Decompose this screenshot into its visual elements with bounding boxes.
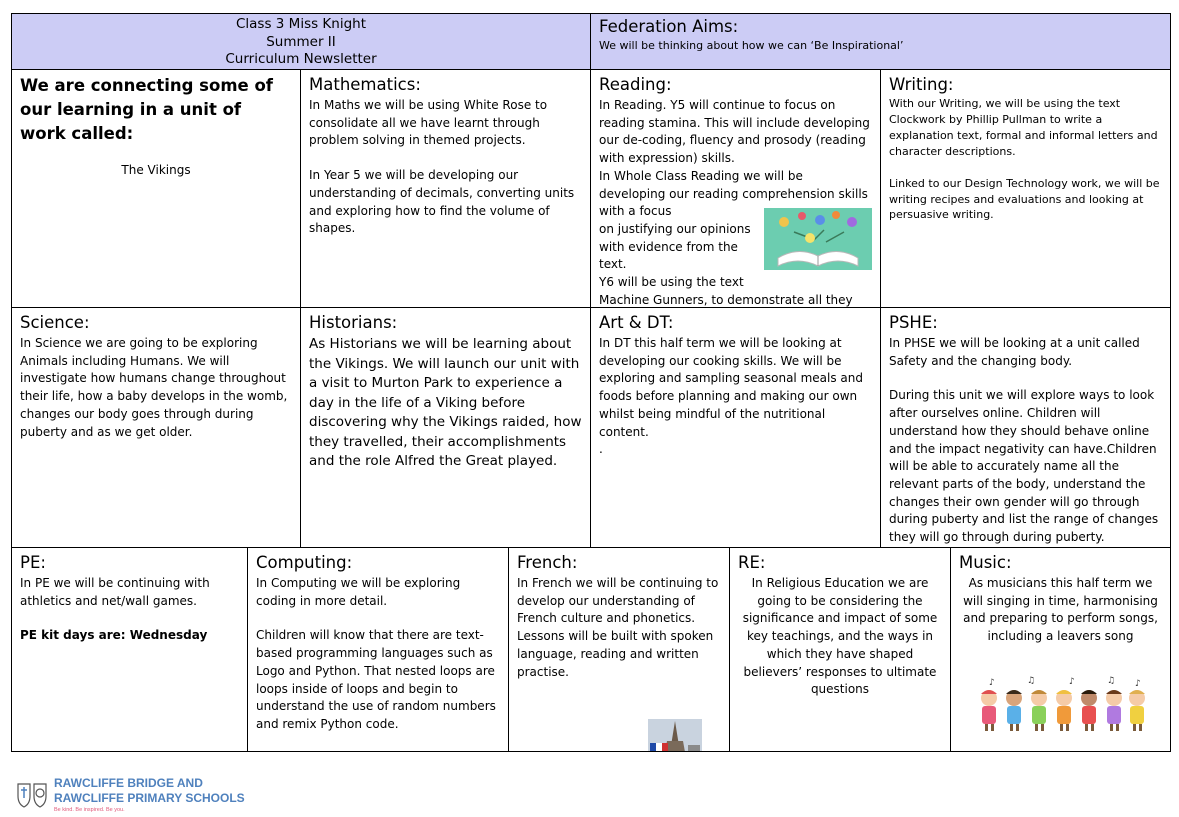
art-dt-title: Art & DT: xyxy=(599,313,674,332)
reading-p3b: Machine Gunners, to demonstrate all they xyxy=(599,292,853,307)
svg-text:♪: ♪ xyxy=(1069,677,1075,687)
svg-text:♪: ♪ xyxy=(1135,679,1141,689)
maths-p1: In Maths we will be using White Rose to consolidate all we have learnt through problem solving in themed projects. xyxy=(309,98,548,148)
historians-p1: As Historians we will be learning about the Vikings. We will launch our unit with a visit to Murton Park to experience a day in the life of a Viking before discovering why the Vikings raided, how they travelled, their accomplishments and the role Alfred the Great played. xyxy=(309,336,582,469)
reading-cell xyxy=(590,69,881,308)
school-name-line1: RAWCLIFFE BRIDGE AND xyxy=(54,776,203,790)
federation-aims-title: Federation Aims: xyxy=(599,17,739,36)
science-title: Science: xyxy=(20,313,90,332)
computing-title: Computing: xyxy=(256,553,353,572)
maths-p2: In Year 5 we will be developing our understanding of decimals, converting units and exploring how to find the volume of shapes. xyxy=(309,168,575,236)
writing-p1: With our Writing, we will be using the text Clockwork by Phillip Pullman to write a explanation text, formal and informal letters and character descriptions. xyxy=(889,97,1158,158)
science-cell xyxy=(11,307,301,548)
federation-aims-cell xyxy=(590,13,1171,70)
art-dt-p1: In DT this half term we will be looking at developing our cooking skills. We will be exploring and sampling seasonal meals and foods before planning and making our own whilst being mindful of the nutritional content. xyxy=(599,336,863,439)
pshe-title: PSHE: xyxy=(889,313,938,332)
historians-title: Historians: xyxy=(309,313,398,332)
french-p1: In French we will be continuing to develop our understanding of French culture and phonetics. Lessons will be built with spoken language, reading and written practise. xyxy=(517,576,719,679)
writing-p2: Linked to our Design Technology work, we will be writing recipes and evaluations and looking at persuasive writing. xyxy=(889,176,1160,222)
art-dt-cell xyxy=(590,307,881,548)
writing-title: Writing: xyxy=(889,75,954,94)
reading-p2b: on justifying our opinions xyxy=(599,221,751,236)
pe-kit-days: PE kit days are: Wednesday xyxy=(20,628,208,643)
unit-cell xyxy=(11,69,301,308)
school-name-line2: RAWCLIFFE PRIMARY SCHOOLS xyxy=(54,791,245,805)
unit-heading: We are connecting some of our learning in a unit of work called: xyxy=(20,76,273,143)
french-title: French: xyxy=(517,553,578,572)
reading-p3a: Y6 will be using the text xyxy=(599,275,744,290)
music-p1: As musicians this half term we will singing in time, harmonising and preparing to perform songs, including a leavers song xyxy=(963,576,1158,644)
historians-cell xyxy=(300,307,591,548)
unit-name: The Vikings xyxy=(121,163,191,177)
french-cell xyxy=(508,547,730,752)
re-p1: In Religious Education we are going to be considering the significance and impact of some key teachings, and the ways in which they have shaped believers’ responses to ultimate questions xyxy=(742,576,938,697)
school-crest-icon xyxy=(16,780,50,810)
svg-text:♫: ♫ xyxy=(1107,676,1116,686)
computing-cell xyxy=(247,547,509,752)
pe-title: PE: xyxy=(20,553,46,572)
pshe-p1: In PHSE we will be looking at a unit called Safety and the changing body. xyxy=(889,336,1140,368)
reading-p2d: text. xyxy=(599,257,627,272)
reading-p2c: with evidence from the xyxy=(599,239,738,254)
singing-children-icon xyxy=(977,676,1147,732)
term-line: Summer II xyxy=(266,33,336,50)
music-title: Music: xyxy=(959,553,1012,572)
newsletter-line: Curriculum Newsletter xyxy=(225,51,377,67)
svg-text:♪: ♪ xyxy=(989,678,995,688)
pshe-p2: During this unit we will explore ways to look after ourselves online. Children will understand how they should behave online and the impact negativity can have.Children will be able to accurately name all the relevant parts of the body, understand the changes their own gender will go through during puberty and list the range of changes they will go through during puberty. xyxy=(889,388,1159,545)
reading-p2: In Whole Class Reading we will be developing our reading comprehension skills with a focus xyxy=(599,168,868,219)
school-logo xyxy=(16,776,266,816)
pe-p1: In PE we will be continuing with athletics and net/wall games. xyxy=(20,576,210,608)
computing-p2: Children will know that there are text-based programming languages such as Logo and Python. That nested loops are loops inside of loops and begin to understand the use of random numbers and remix Python code. xyxy=(256,628,496,731)
maths-cell xyxy=(300,69,591,308)
re-title: RE: xyxy=(738,553,766,572)
class-line: Class 3 Miss Knight xyxy=(235,16,367,32)
re-cell xyxy=(729,547,951,752)
reading-p1: In Reading. Y5 will continue to focus on reading stamina. This will include developing our de-coding, fluency and prosody (reading with expression) skills. xyxy=(599,98,870,166)
music-cell xyxy=(950,547,1171,752)
art-dt-p2: . xyxy=(599,442,603,457)
pshe-cell xyxy=(880,307,1171,548)
svg-text:♫: ♫ xyxy=(1027,676,1036,686)
pe-cell xyxy=(11,547,248,752)
school-tagline: Be kind. Be inspired. Be you. xyxy=(54,807,125,813)
federation-aims-text: We will be thinking about how we can ‘Be Inspirational’ xyxy=(599,39,904,52)
eiffel-tower-icon xyxy=(648,719,702,752)
maths-title: Mathematics: xyxy=(309,75,421,94)
title-cell xyxy=(11,13,591,70)
reading-title: Reading: xyxy=(599,75,672,94)
writing-cell xyxy=(880,69,1171,308)
computing-p1: In Computing we will be exploring coding in more detail. xyxy=(256,576,461,608)
open-book-icon xyxy=(764,208,872,270)
science-p1: In Science we are going to be exploring Animals including Humans. We will investigate how humans change throughout their life, how a baby develops in the womb, changes our body goes through during puberty and as we get older. xyxy=(20,336,288,439)
